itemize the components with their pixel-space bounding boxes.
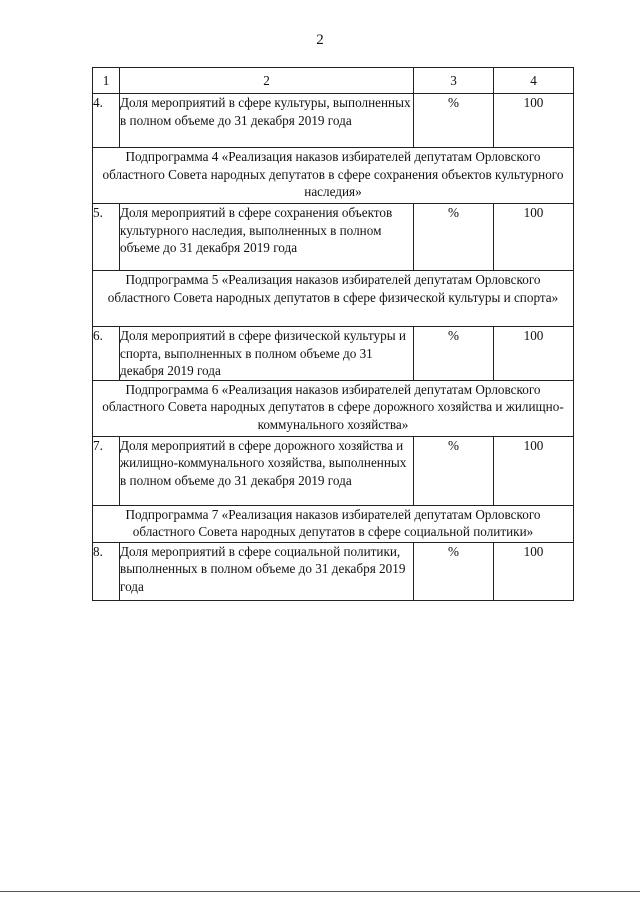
unit-cell: % xyxy=(414,327,494,381)
indicator-text: Доля мероприятий в сфере физической культуры и спорта, выполненных в полном объеме до 31 декабря 2019 года xyxy=(120,327,414,381)
unit-cell: % xyxy=(414,204,494,271)
row-number: 8. xyxy=(93,542,120,600)
unit-cell: % xyxy=(414,436,494,505)
value-cell: 100 xyxy=(494,204,574,271)
row-number: 6. xyxy=(93,327,120,381)
subprogram-row xyxy=(93,271,574,327)
row-number: 4. xyxy=(93,94,120,148)
value-cell: 100 xyxy=(494,436,574,505)
column-header: 2 xyxy=(120,68,414,94)
indicator-text: Доля мероприятий в сфере социальной политики, выполненных в полном объеме до 31 декабря 2019 года xyxy=(120,542,414,600)
table-row xyxy=(93,542,574,600)
unit-cell: % xyxy=(414,94,494,148)
column-header: 4 xyxy=(494,68,574,94)
column-header: 3 xyxy=(414,68,494,94)
subprogram-title: Подпрограмма 5 «Реализация наказов избирателей депутатам Орловского областного Совета народных депутатов в сфере физической культуры и спорта» xyxy=(93,271,574,327)
table-row xyxy=(93,436,574,505)
subprogram-row xyxy=(93,505,574,542)
value-cell: 100 xyxy=(494,327,574,381)
subprogram-row xyxy=(93,148,574,204)
indicators-table xyxy=(92,67,574,601)
column-header: 1 xyxy=(93,68,120,94)
page-number: 2 xyxy=(316,32,324,48)
subprogram-title: Подпрограмма 6 «Реализация наказов избирателей депутатам Орловского областного Совета народных депутатов в сфере дорожного хозяйства и жилищно-коммунального хозяйства» xyxy=(93,380,574,436)
indicator-text: Доля мероприятий в сфере культуры, выполненных в полном объеме до 31 декабря 2019 года xyxy=(120,94,414,148)
scan-edge-line xyxy=(0,891,640,892)
table-row xyxy=(93,204,574,271)
table-row xyxy=(93,94,574,148)
indicator-text: Доля мероприятий в сфере дорожного хозяйства и жилищно-коммунального хозяйства, выполненных в полном объеме до 31 декабря 2019 года xyxy=(120,436,414,505)
row-number: 5. xyxy=(93,204,120,271)
row-number: 7. xyxy=(93,436,120,505)
subprogram-title: Подпрограмма 4 «Реализация наказов избирателей депутатам Орловского областного Совета народных депутатов в сфере сохранения объектов культурного наследия» xyxy=(93,148,574,204)
subprogram-row xyxy=(93,380,574,436)
subprogram-title: Подпрограмма 7 «Реализация наказов избирателей депутатам Орловского областного Совета народных депутатов в сфере социальной политики» xyxy=(93,505,574,542)
value-cell: 100 xyxy=(494,542,574,600)
indicator-text: Доля мероприятий в сфере сохранения объектов культурного наследия, выполненных в полном объеме до 31 декабря 2019 года xyxy=(120,204,414,271)
table-header-row xyxy=(93,68,574,94)
value-cell: 100 xyxy=(494,94,574,148)
unit-cell: % xyxy=(414,542,494,600)
table-row xyxy=(93,327,574,381)
